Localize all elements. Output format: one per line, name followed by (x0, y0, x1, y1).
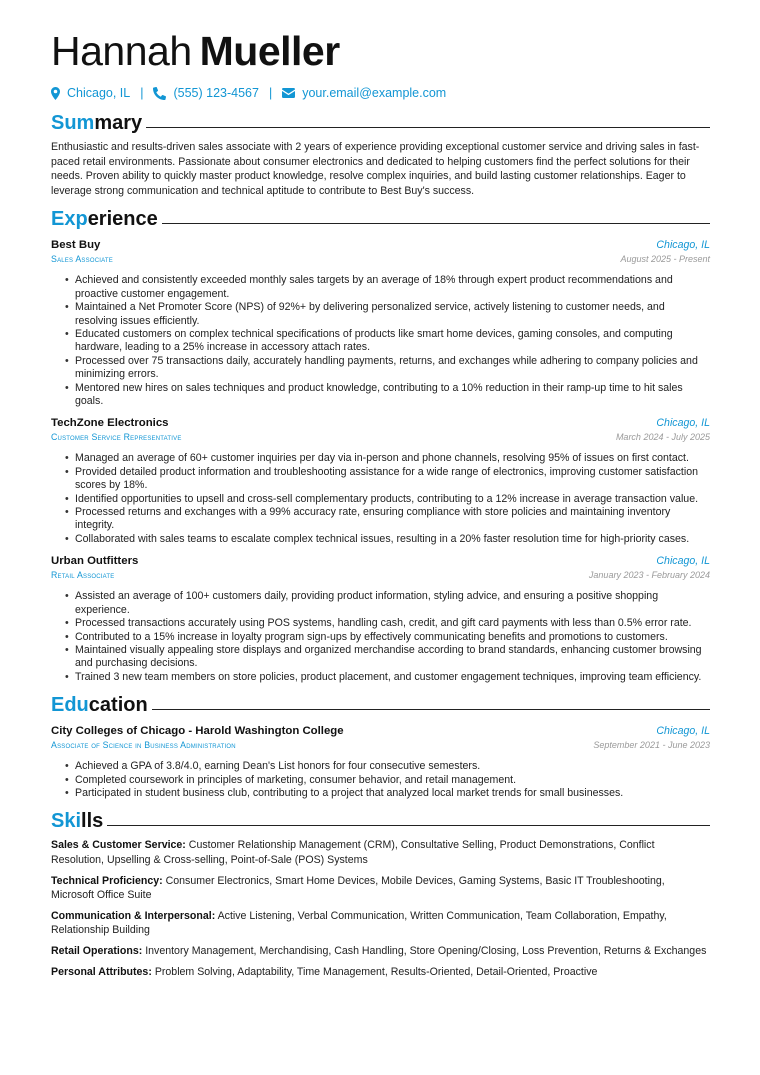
job-title: Customer Service Representative (51, 432, 182, 443)
skill-row (51, 944, 710, 959)
job-dates: March 2024 - July 2025 (615, 432, 710, 443)
school-dates: September 2021 - June 2023 (593, 740, 710, 751)
phone-icon (153, 87, 166, 100)
job-company: TechZone Electronics (51, 417, 169, 430)
section-divider (162, 223, 710, 224)
bullet-item: • Collaborated with sales teams to escalate complex technical issues, resulting in a 20% faster resolution time for high-priority cases. (75, 533, 710, 546)
section-title-accent: Edu (51, 694, 89, 717)
job-location: Chicago, IL (656, 239, 710, 252)
location-text: Chicago, IL (67, 86, 131, 100)
skill-row (51, 838, 710, 867)
skills-section-header (51, 808, 710, 834)
skill-text: Customer Relationship Management (CRM), Consultative Selling, Product Demonstrations, Conflict Resolution, Upselling & Cross-selling, Point-of-Sale (POS) Systems (51, 839, 655, 866)
skill-label: Communication & Interpersonal: (51, 909, 216, 922)
bullet-item: • Managed an average of 60+ customer inquiries per day via in-person and phone channels, resolving 95% of issues on first contact. (75, 452, 710, 465)
skill-label: Technical Proficiency: (51, 874, 163, 887)
bullet-item: • Processed over 75 transactions daily, accurately handling payments, returns, and exchanges while adhering to company policies and minimizing errors. (75, 355, 710, 382)
section-title-accent: Sum (51, 112, 95, 134)
contact-separator: | (140, 86, 144, 100)
experience-section-header (51, 206, 710, 232)
education-bullets (51, 760, 710, 800)
section-title-accent: Exp (51, 208, 88, 231)
section-title-rest: erience (87, 208, 158, 231)
job-location: Chicago, IL (656, 417, 710, 430)
job-bullets (51, 452, 710, 546)
skill-text: Problem Solving, Adaptability, Time Management, Results-Oriented, Detail-Oriented, Proactive (154, 965, 598, 978)
bullet-item: • Processed returns and exchanges with a 99% accuracy rate, ensuring compliance with store policies and maintaining inventory integrity. (75, 506, 710, 533)
summary-text: Enthusiastic and results-driven sales associate with 2 years of experience providing exceptional customer service and driving sales in fast-paced retail environments. Passionate about consumer electronics and dedicated to helping customers find the perfect solutions for their needs. Proven ability to quickly master product knowledge, resolve complex inquiries, and build lasting customer relationships. Eager to leverage strong communication and technical aptitude to contribute to Best Buy's success. (51, 141, 700, 197)
section-title-accent: Ski (51, 810, 82, 833)
job-title: Retail Associate (51, 570, 115, 581)
job-location: Chicago, IL (656, 555, 710, 568)
section-title (51, 110, 142, 136)
map-pin-icon (51, 87, 60, 100)
envelope-icon (282, 88, 295, 98)
bullet-item: • Achieved and consistently exceeded monthly sales targets by an average of 18% through expert product recommendations and proactive customer engagement. (75, 274, 710, 301)
contact-location (51, 86, 130, 100)
skill-row (51, 874, 710, 903)
skill-row (51, 909, 710, 938)
email-text: your.email@example.com (302, 86, 447, 100)
skill-label: Retail Operations: (51, 944, 143, 957)
bullet-item: • Mentored new hires on sales techniques and product knowledge, contributing to a 10% reduction in their ramp-up time to hit sales goals. (75, 382, 710, 409)
skill-text: Consumer Electronics, Smart Home Devices, Mobile Devices, Gaming Systems, Basic IT Troubleshooting, Microsoft Office Suite (51, 874, 665, 902)
job-title: Sales Associate (51, 254, 113, 265)
bullet-item: • Assisted an average of 100+ customers daily, providing product information, styling advice, and ensuring a positive shopping experience. (75, 590, 710, 617)
education-entry (51, 724, 710, 800)
section-title (51, 206, 158, 232)
section-title-rest: cation (88, 694, 148, 717)
degree-title: Associate of Science in Business Administration (51, 740, 236, 751)
phone-text: (555) 123-4567 (173, 86, 259, 100)
skill-text: Active Listening, Verbal Communication, Written Communication, Team Collaboration, Empathy, Relationship Building (51, 909, 667, 937)
section-title-rest: lls (81, 810, 104, 833)
education-section-header (51, 692, 710, 718)
section-title-rest: mary (94, 112, 143, 134)
contact-email[interactable] (282, 86, 446, 100)
section-divider (146, 127, 710, 128)
bullet-item: • Maintained visually appealing store displays and organized merchandise according to brand standards, enhancing customer browsing and purchasing decisions. (75, 644, 710, 671)
bullet-item: • Provided detailed product information and troubleshooting assistance for a wide range of electronics, improving customer satisfaction scores by 18%. (75, 466, 710, 493)
bullet-item: • Contributed to a 15% increase in loyalty program sign-ups by effectively communicating benefits and promotions to customers. (75, 631, 710, 644)
bullet-item: • Maintained a Net Promoter Score (NPS) of 92%+ by delivering personalized service, actively listening to customer needs, and resolving issues efficiently. (75, 301, 710, 328)
bullet-item: • Achieved a GPA of 3.8/4.0, earning Dean's List honors for four consecutive semesters. (75, 760, 710, 773)
summary-section-header (51, 110, 710, 136)
skill-label: Sales & Customer Service: (51, 839, 186, 852)
bullet-item: • Processed transactions accurately using POS systems, handling cash, credit, and gift card payments with less than 0.5% error rate. (75, 617, 710, 630)
job-entry (51, 238, 710, 408)
skill-text: Inventory Management, Merchandising, Cash Handling, Store Opening/Closing, Loss Prevention, Returns & Exchanges (145, 944, 707, 957)
job-dates: August 2025 - Present (620, 254, 710, 265)
section-divider (152, 709, 710, 710)
job-entry (51, 554, 710, 684)
candidate-name (51, 28, 710, 74)
job-bullets (51, 274, 710, 408)
contact-line (51, 84, 710, 102)
bullet-item: • Trained 3 new team members on store policies, product placement, and customer engagement techniques, improving team efficiency. (75, 671, 710, 684)
skill-row (51, 965, 710, 980)
school-location: Chicago, IL (656, 725, 710, 738)
contact-phone[interactable] (153, 86, 258, 100)
section-title (51, 808, 103, 834)
skill-label: Personal Attributes: (51, 965, 152, 978)
first-name: Hannah (51, 28, 192, 74)
job-bullets (51, 590, 710, 684)
school-name: City Colleges of Chicago - Harold Washington College (51, 725, 344, 738)
bullet-item: • Identified opportunities to upsell and cross-sell complementary products, contributing to a 12% increase in average transaction value. (75, 493, 710, 506)
bullet-item: • Participated in student business club, contributing to a project that analyzed local market trends for small businesses. (75, 787, 710, 800)
job-dates: January 2023 - February 2024 (588, 570, 710, 581)
last-name: Mueller (199, 28, 340, 74)
job-company: Best Buy (51, 239, 101, 252)
bullet-item: • Completed coursework in principles of marketing, consumer behavior, and retail management. (75, 774, 710, 787)
section-title (51, 692, 148, 718)
job-company: Urban Outfitters (51, 555, 139, 568)
section-divider (107, 825, 710, 826)
contact-separator: | (268, 86, 273, 100)
bullet-item: • Educated customers on complex technical specifications of products like smart home devices, gaming consoles, and computing hardware, leading to a 25% increase in accessory attach rates. (75, 328, 710, 355)
job-entry (51, 416, 710, 546)
